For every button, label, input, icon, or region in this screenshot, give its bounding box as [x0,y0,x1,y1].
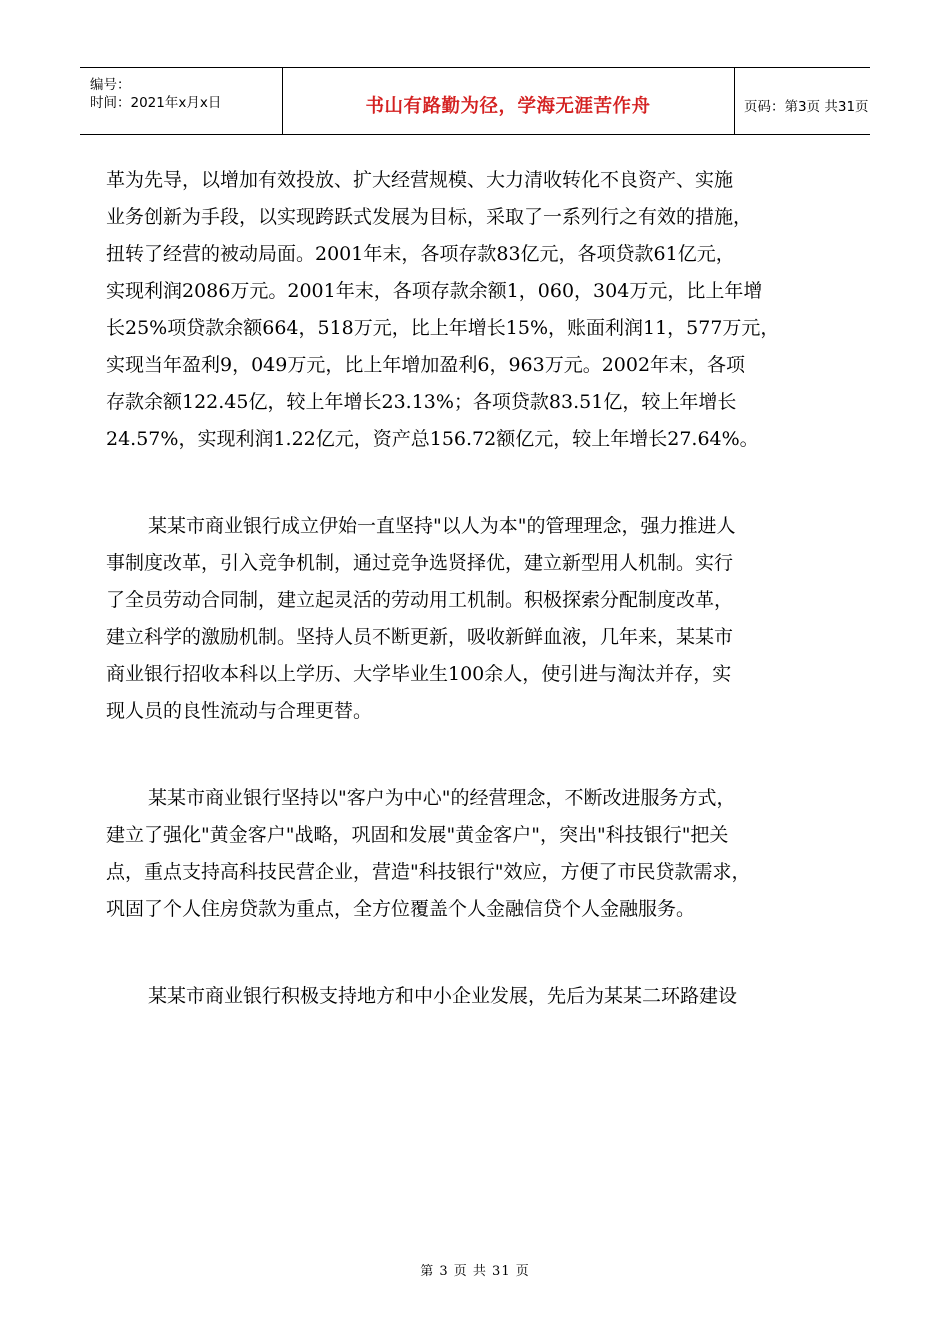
paragraph-line: 某某市商业银行坚持以"客户为中心"的经营理念，不断改进服务方式， [148,787,736,809]
paragraph-line: 事制度改革，引入竞争机制，通过竞争选贤择优，建立新型用人机制。实行 [106,552,734,574]
paragraph-line: 24.57%，实现利润1.22亿元，资产总156.72额亿元，较上年增长27.64%。 [106,428,759,450]
paragraph-line: 存款余额122.45亿，较上年增长23.13%；各项贷款83.51亿，较上年增长 [106,391,737,413]
paragraph-line: 某某市商业银行积极支持地方和中小企业发展，先后为某某二环路建设 [148,985,738,1007]
paragraph-line: 商业银行招收本科以上学历、大学毕业生100余人，使引进与淘汰并存，实 [106,663,732,685]
paragraph-line: 扭转了经营的被动局面。2001年末，各项存款83亿元，各项贷款61亿元， [106,243,735,265]
paragraph-line: 业务创新为手段，以实现跨跃式发展为目标，采取了一系列行之有效的措施， [106,206,753,228]
paragraph-line: 了全员劳动合同制，建立起灵活的劳动用工机制。积极探索分配制度改革， [106,589,734,611]
paragraph-line: 实现当年盈利9，049万元，比上年增加盈利6，963万元。2002年末，各项 [106,354,746,376]
body-paragraph [106,780,866,928]
paragraph-line: 革为先导，以增加有效投放、扩大经营规模、大力清收转化不良资产、实施 [106,169,734,191]
body-paragraph [106,508,866,730]
header-page-info: 页码：第3页 共31页 [744,99,869,115]
paragraph-line: 长25%项贷款余额664，518万元，比上年增长15%，账面利润11，577万元， [106,317,780,339]
body-paragraph [106,162,866,458]
document-body [106,162,866,1065]
header-page-cell [734,68,870,134]
header-motto: 书山有路勤为径，学海无涯苦作舟 [365,96,651,117]
page-header [80,67,870,135]
paragraph-line: 点，重点支持高科技民营企业，营造"科技银行"效应，方便了市民贷款需求， [106,861,751,883]
paragraph-line: 某某市商业银行成立伊始一直坚持"以人为本"的管理理念，强力推进人 [148,515,736,537]
paragraph-line: 现人员的良性流动与合理更替。 [106,700,373,722]
paragraph-line: 建立科学的激励机制。坚持人员不断更新，吸收新鲜血液，几年来，某某市 [106,626,734,648]
page-footer: 第 3 页 共 31 页 [420,1264,530,1279]
document-number-label: 编号： [90,77,131,93]
paragraph-line: 实现利润2086万元。2001年末，各项存款余额1，060，304万元，比上年增 [106,280,763,302]
header-meta-cell [80,68,283,134]
document-date-label: 时间：2021年x月x日 [90,95,222,111]
header-motto-cell [282,68,735,134]
paragraph-line: 巩固了个人住房贷款为重点，全方位覆盖个人金融信贷个人金融服务。 [106,898,696,920]
paragraph-line: 建立了强化"黄金客户"战略，巩固和发展"黄金客户"，突出"科技银行"把关 [106,824,729,846]
body-paragraph [106,978,866,1015]
